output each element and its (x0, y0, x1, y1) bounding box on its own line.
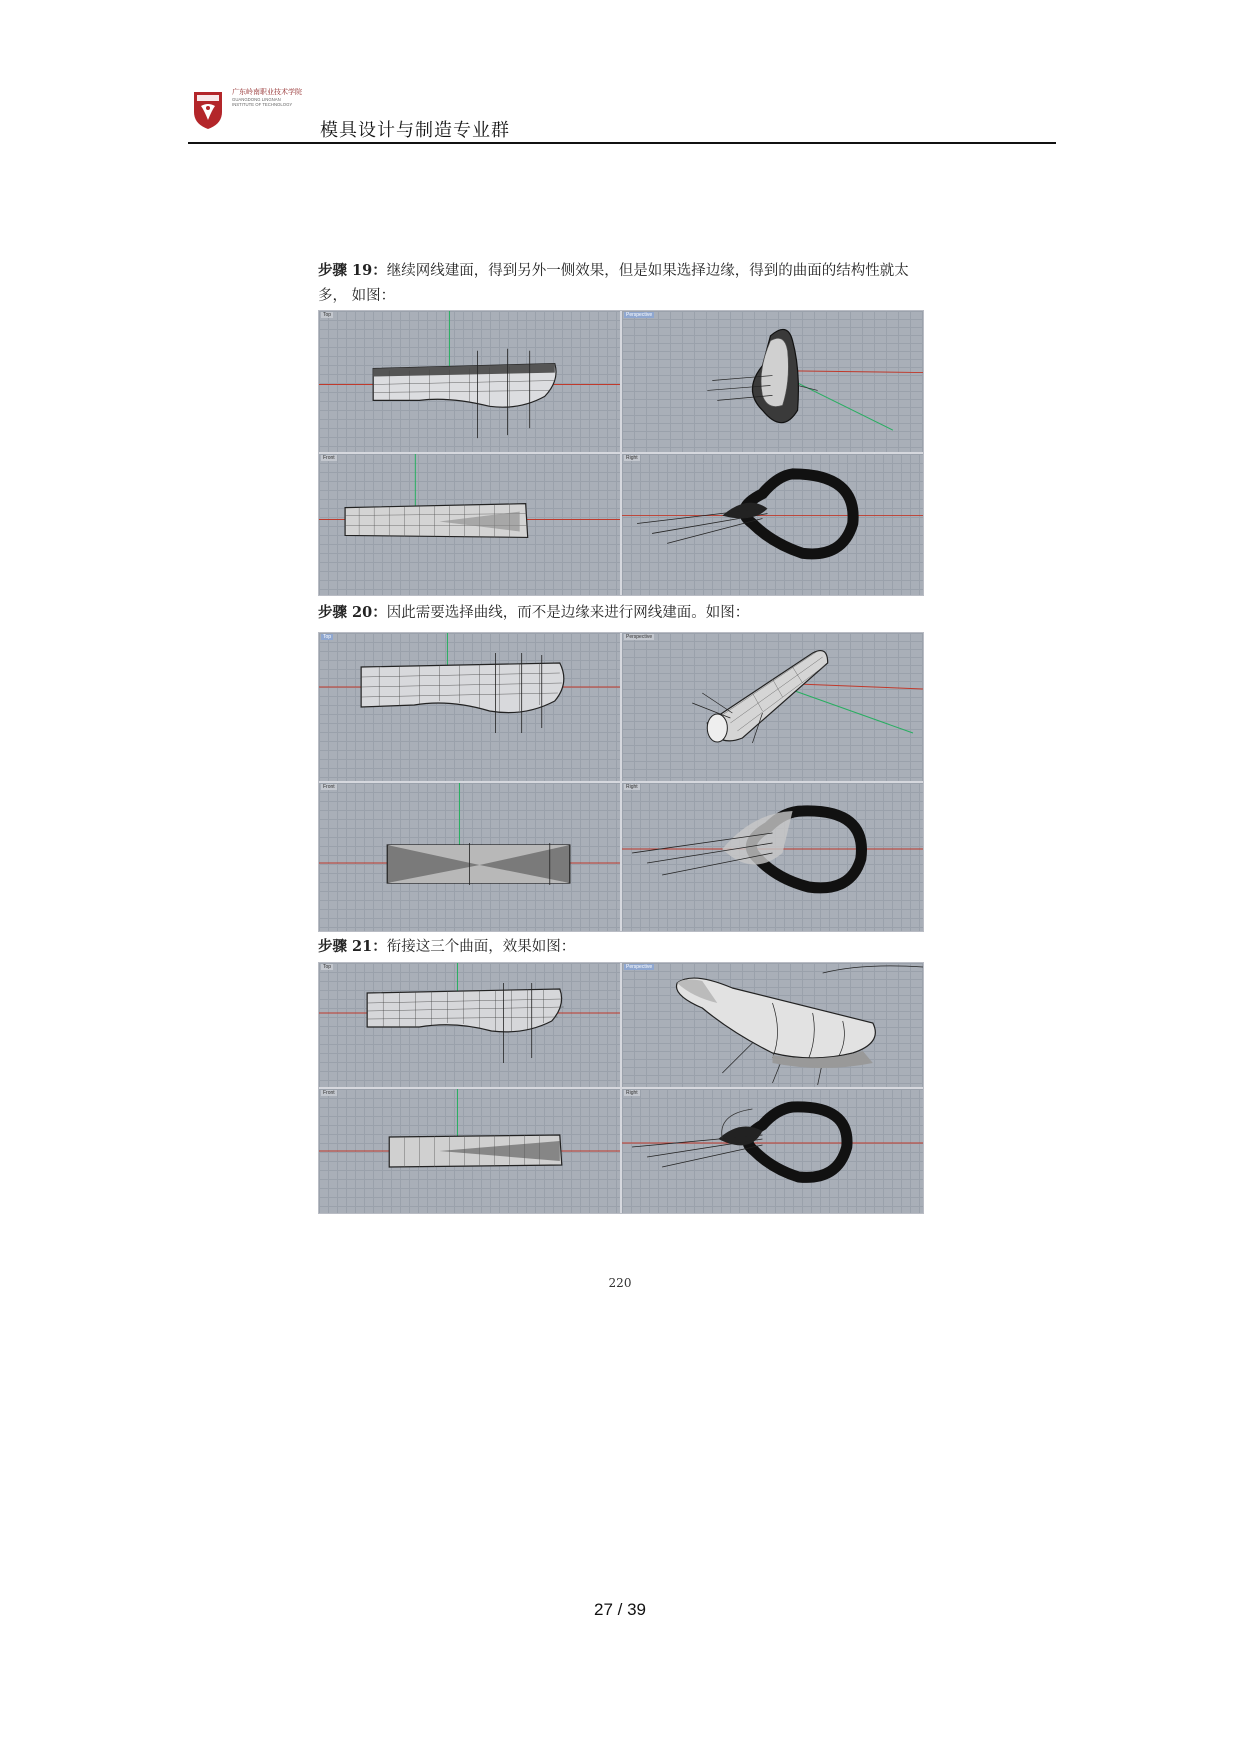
pdf-page-indicator: 27 / 39 (594, 1600, 646, 1619)
front-view-model (319, 1089, 620, 1213)
viewport-label-right: Right (626, 455, 638, 461)
viewport-label-top: Top (323, 312, 332, 318)
step-21-text (318, 934, 924, 960)
perspective-view-model (622, 963, 923, 1087)
viewport-top (319, 311, 620, 452)
school-name (232, 88, 362, 107)
figure-step-20 (318, 632, 924, 932)
viewport-front (319, 783, 620, 931)
department-title: 模具设计与制造专业群 (320, 120, 510, 141)
school-name-en-2: INSTITUTE OF TECHNOLOGY (232, 102, 293, 107)
right-view-model (622, 783, 923, 931)
top-view-model (319, 311, 620, 452)
figure-step-19 (318, 310, 924, 596)
viewport-label-right: Right (626, 1090, 638, 1096)
book-page-number: 220 (608, 1276, 632, 1290)
front-view-model (319, 454, 620, 595)
school-name-cn: 广东岭南职业技术学院 (232, 88, 302, 96)
step-label: 步骤 21： (318, 938, 387, 955)
viewport-label-perspective: Perspective (626, 634, 653, 640)
viewport-label-top: Top (323, 634, 332, 640)
viewport-label-front: Front (323, 455, 335, 461)
viewport-label-top: Top (323, 964, 332, 970)
header-rule (188, 142, 1056, 144)
right-view-model (622, 454, 923, 595)
viewport-front (319, 454, 620, 595)
viewport-label-perspective: Perspective (626, 964, 653, 970)
viewport-label-right: Right (626, 784, 638, 790)
viewport-top (319, 633, 620, 781)
step-20-text (318, 600, 924, 626)
viewport-right (622, 1089, 923, 1213)
step-label: 步骤 20： (318, 604, 387, 621)
viewport-right (622, 783, 923, 931)
viewport-label-front: Front (323, 1090, 335, 1096)
viewport-perspective (622, 633, 923, 781)
page-header (188, 86, 1056, 142)
school-logo-icon (192, 90, 224, 130)
step-description: 继续网线建面，得到另外一侧效果，但是如果选择边缘，得到的曲面的结构性就太多， 如图： (318, 263, 909, 304)
viewport-label-front: Front (323, 784, 335, 790)
step-19-text (318, 258, 924, 309)
front-view-model (319, 783, 620, 931)
viewport-label-perspective: Perspective (626, 312, 653, 318)
step-description: 衔接这三个曲面，效果如图： (386, 939, 576, 955)
step-label: 步骤 19： (318, 262, 387, 279)
school-name-en-1: GUANGDONG LINGNAN (232, 97, 281, 102)
figure-step-21 (318, 962, 924, 1214)
top-view-model (319, 963, 620, 1087)
viewport-front (319, 1089, 620, 1213)
top-view-model (319, 633, 620, 781)
perspective-view-model (622, 633, 923, 781)
viewport-right (622, 454, 923, 595)
viewport-perspective (622, 963, 923, 1087)
viewport-top (319, 963, 620, 1087)
right-view-model (622, 1089, 923, 1213)
viewport-perspective (622, 311, 923, 452)
step-description: 因此需要选择曲线，而不是边缘来进行网线建面。如图： (386, 605, 750, 621)
perspective-view-model (622, 311, 923, 452)
